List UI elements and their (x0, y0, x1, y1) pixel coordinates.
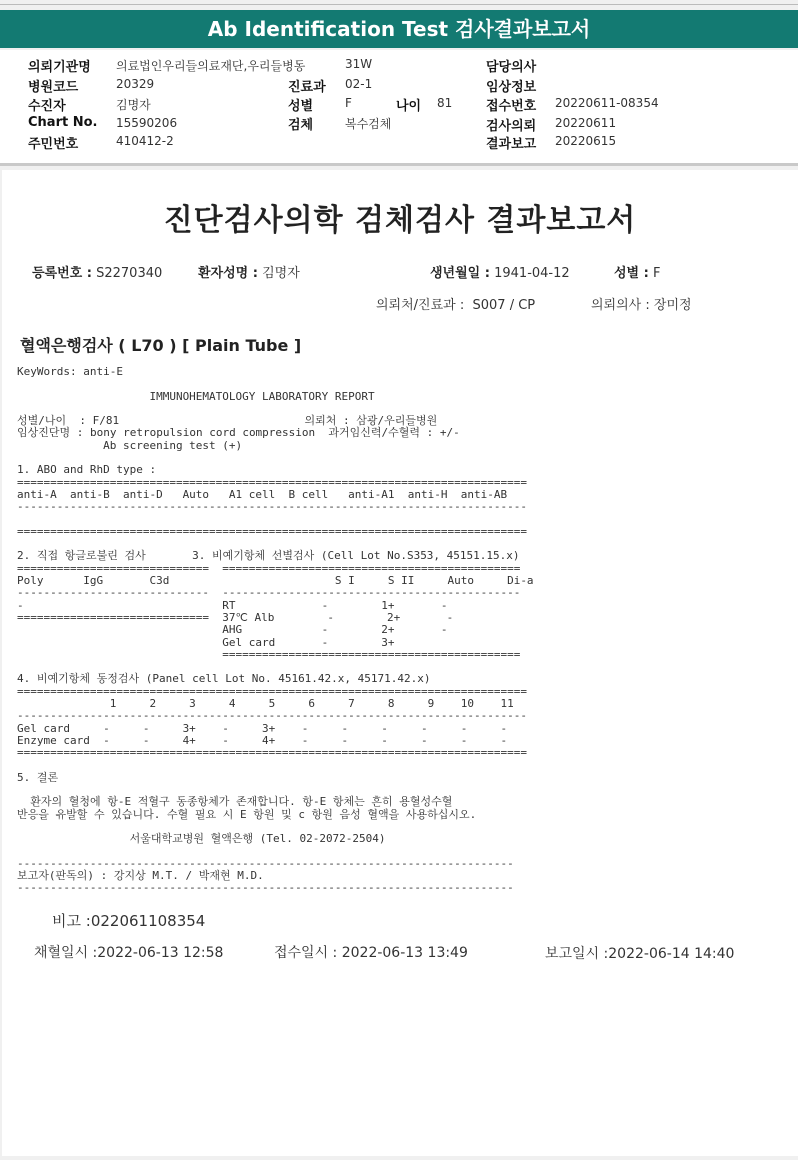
header-divider (0, 163, 798, 166)
institution-value: 의료법인우리들의료재단,우리들병동 (116, 59, 306, 73)
hospital-code-value: 20329 (116, 77, 155, 91)
patient-name (198, 262, 300, 281)
top-divider (0, 4, 798, 5)
referral-dept (376, 294, 535, 313)
collection-time (34, 942, 223, 962)
institution-label: 의뢰기관명 (28, 60, 91, 75)
receipt-value: 20220611-08354 (555, 96, 659, 110)
request-value: 20220611 (555, 116, 617, 130)
dob-label: 생년월일 : (430, 266, 490, 281)
patient-value: 김명자 (116, 98, 151, 112)
birth-date (430, 262, 570, 281)
immunohematology-report-text: KeyWords: anti-E IMMUNOHEMATOLOGY LABORATORY REPORT 성별/나이 : F/81 의뢰처 : 삼광/우리들병원 임상진단명 : bony retropulsion cord compression 과거임신력/수혈력 : +/- Ab screening test (+) 1. ABO and RhD type : ============================================================================= anti-A anti-B anti-D Auto A1 cell B cell anti-A1 anti-H anti-AB ----------------------------------------------------------------------------- ============================================================================= 2. 직접 항글로불린 검사 3. 비예기항체 선별검사 (Cell Lot No.S353, 45151.15.x) ============================= ============================================= Poly IgG C3d S I S II Auto Di-a ----------------------------- --------------------------------------------- - RT - 1+ - ============================= 37℃ Alb - 2+ - AHG - 2+ - Gel card - 3+ ============================================= 4. 비예기항체 동정검사 (Panel cell Lot No. 45161.42.x, 45171.42.x) ============================================================================= 1 2 3 4 5 6 7 8 9 10 11 ----------------------------------------------------------------------------- Gel card - - 3+ - 3+ - - - - - - Enzyme card - - 4+ - 4+ - - - - - - ============================================================================= 5. 결론 환자의 혈청에 항-E 적혈구 동종항체가 존재합니다. 항-E 항체는 흔히 용혈성수혈 반응을 유발할 수 있습니다. 수혈 필요 시 E 항원 및 c 항원 음성 혈액을 사용하십시오. 서울대학교병원 혈액은행 (Tel. 02-2072-2504) --------------------------------------------------------------------------- 보고자(판독의) : 강지상 M.T. / 박재현 M.D. --------------------------------------------------------------------------- (17, 365, 534, 895)
patient-label: 수진자 (28, 99, 66, 114)
report-value: 20220615 (555, 134, 617, 148)
dept-value: 02-1 (345, 77, 373, 91)
patient-sex (614, 262, 660, 281)
receive-value: 2022-06-13 13:49 (341, 945, 468, 961)
age-value: 81 (437, 96, 453, 110)
referral-doctor (591, 294, 692, 313)
specimen-value: 복수검체 (345, 117, 392, 131)
note (52, 910, 205, 931)
referral-doctor-value: 장미정 (653, 298, 692, 313)
id-value: 410412-2 (116, 134, 174, 148)
id-label: 주민번호 (28, 137, 79, 152)
chart-value: 15590206 (116, 116, 178, 130)
ward-value: 31W (345, 57, 373, 71)
document-title: 진단검사의학 검체검사 결과보고서 (163, 203, 637, 238)
report-label: 결과보고 (486, 137, 537, 152)
sex-label: 성별 (288, 99, 314, 114)
app-title: Ab Identification Test 검사결과보고서 (207, 17, 591, 41)
paper-sex-value: F (652, 266, 661, 281)
referral-doctor-label: 의뢰의사 : (591, 298, 650, 313)
receipt-label: 접수번호 (486, 99, 537, 114)
reg-label: 등록번호 : (32, 266, 92, 281)
report-document (2, 170, 798, 1156)
note-value: 022061108354 (90, 912, 206, 930)
receipt-time (274, 942, 468, 962)
receive-label: 접수일시 : (274, 945, 338, 961)
sex-value: F (345, 96, 352, 110)
paper-sex-label: 성별 : (614, 266, 649, 281)
collect-value: 2022-06-13 12:58 (97, 945, 224, 961)
reported-value: 2022-06-14 14:40 (608, 946, 735, 962)
request-label: 검사의뢰 (486, 119, 537, 134)
section-title: 혈액은행검사 ( L70 ) [ Plain Tube ] (20, 336, 302, 355)
reported-label: 보고일시 : (545, 946, 609, 962)
specimen-label: 검체 (288, 118, 314, 133)
reg-number (32, 262, 162, 281)
referral-value: S007 / CP (472, 298, 536, 313)
clinical-label: 임상정보 (486, 80, 537, 95)
chart-label: Chart No. (28, 115, 98, 130)
age-label: 나이 (396, 99, 422, 114)
reg-value: S2270340 (96, 266, 163, 281)
hospital-code-label: 병원코드 (28, 80, 79, 95)
report-title-bar (0, 10, 798, 48)
dob-value: 1941-04-12 (494, 266, 570, 281)
dept-label: 진료과 (288, 80, 326, 95)
doctor-label: 담당의사 (486, 60, 537, 75)
referral-label: 의뢰처/진료과 : (376, 298, 465, 313)
name-label: 환자성명 : (198, 266, 258, 281)
note-label: 비고 : (52, 912, 91, 930)
header-info-panel (0, 50, 798, 164)
name-value: 김명자 (262, 266, 300, 281)
report-time (545, 943, 734, 963)
collect-label: 채혈일시 : (34, 945, 98, 961)
